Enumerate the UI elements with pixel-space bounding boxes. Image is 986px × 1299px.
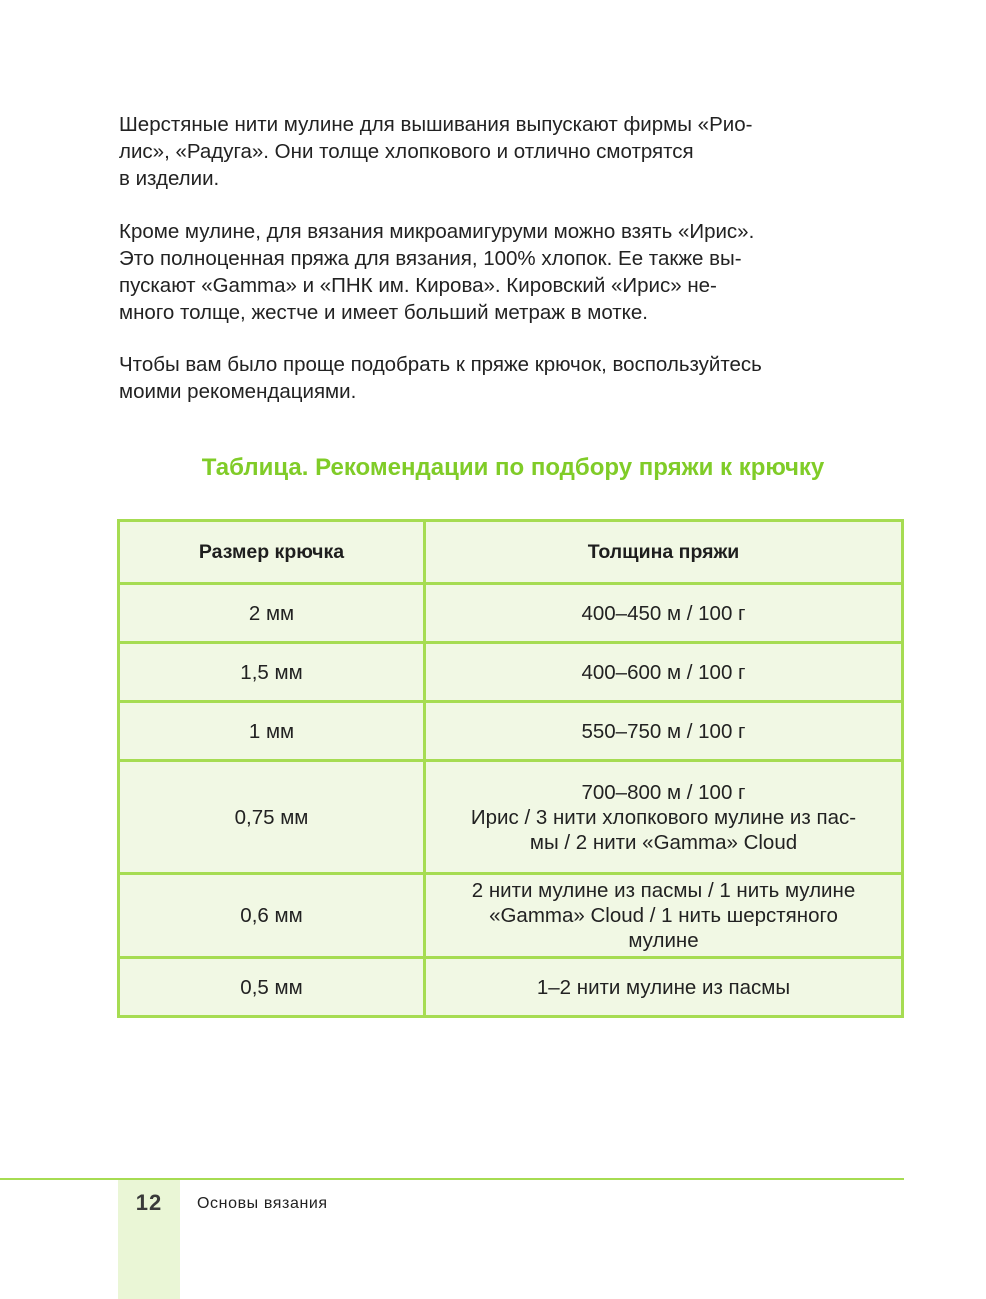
hook-yarn-table — [117, 519, 904, 1018]
text-line: Чтобы вам было проще подобрать к пряже крючок, воспользуйтесь — [119, 353, 762, 376]
hook-size-cell: 2 мм — [119, 584, 425, 643]
text-line: моими рекомендациями. — [119, 380, 357, 403]
cell-line: Ирис / 3 нити хлопкового мулине из пас- — [470, 805, 857, 829]
table-header-row — [119, 521, 903, 584]
yarn-thickness-cell — [425, 874, 903, 958]
hook-size-cell: 1,5 мм — [119, 643, 425, 702]
text-line: Кроме мулине, для вязания микроамигуруми можно взять «Ирис». — [119, 220, 755, 243]
table-title: Таблица. Рекомендации по подбору пряжи к крючку — [201, 454, 825, 481]
page-number: 12 — [135, 1190, 163, 1215]
text-line: лис», «Радуга». Они толще хлопкового и отлично смотрятся — [119, 140, 694, 163]
yarn-thickness-cell — [425, 702, 903, 761]
text-line: Шерстяные нити мулине для вышивания выпускают фирмы «Рио- — [119, 113, 753, 136]
paragraph-recommendations-intro — [119, 351, 879, 405]
paragraph-iris-yarn — [119, 218, 879, 326]
header-hook-size: Размер крючка — [119, 521, 425, 584]
table-row — [119, 874, 903, 958]
hook-size-cell: 0,5 мм — [119, 958, 425, 1017]
table-row — [119, 702, 903, 761]
cell-line: 2 нити мулине из пасмы / 1 нить мулине — [471, 879, 856, 902]
yarn-thickness-cell — [425, 584, 903, 643]
table-row — [119, 761, 903, 874]
cell-line: «Gamma» Cloud / 1 нить шерстяного — [489, 904, 838, 927]
text-line: пускают «Gamma» и «ПНК им. Кирова». Кировский «Ирис» не- — [119, 274, 717, 297]
text-line: Это полноценная пряжа для вязания, 100% хлопок. Ее также вы- — [119, 247, 742, 270]
cell-line: мулине — [628, 929, 699, 952]
running-title: Основы вязания — [197, 1195, 328, 1212]
yarn-thickness-cell — [425, 761, 903, 874]
text-line: в изделии. — [119, 167, 220, 190]
table-row — [119, 643, 903, 702]
cell-line: 400–600 м / 100 г — [581, 660, 746, 684]
hook-size-cell: 1 мм — [119, 702, 425, 761]
cell-line: 1–2 нити мулине из пасмы — [536, 975, 791, 999]
yarn-thickness-cell — [425, 958, 903, 1017]
cell-line: 400–450 м / 100 г — [581, 601, 746, 625]
cell-line: 700–800 м / 100 г — [581, 780, 746, 804]
yarn-thickness-cell — [425, 643, 903, 702]
table-row — [119, 958, 903, 1017]
hook-size-cell: 0,75 мм — [119, 761, 425, 874]
cell-line: мы / 2 нити «Gamma» Cloud — [529, 830, 798, 854]
header-yarn-thickness: Толщина пряжи — [425, 521, 903, 584]
paragraph-wool-floss — [119, 111, 879, 192]
cell-line: 550–750 м / 100 г — [581, 719, 746, 743]
hook-size-cell: 0,6 мм — [119, 874, 425, 958]
text-line: много толще, жестче и имеет больший метраж в мотке. — [119, 301, 648, 324]
table-row — [119, 584, 903, 643]
